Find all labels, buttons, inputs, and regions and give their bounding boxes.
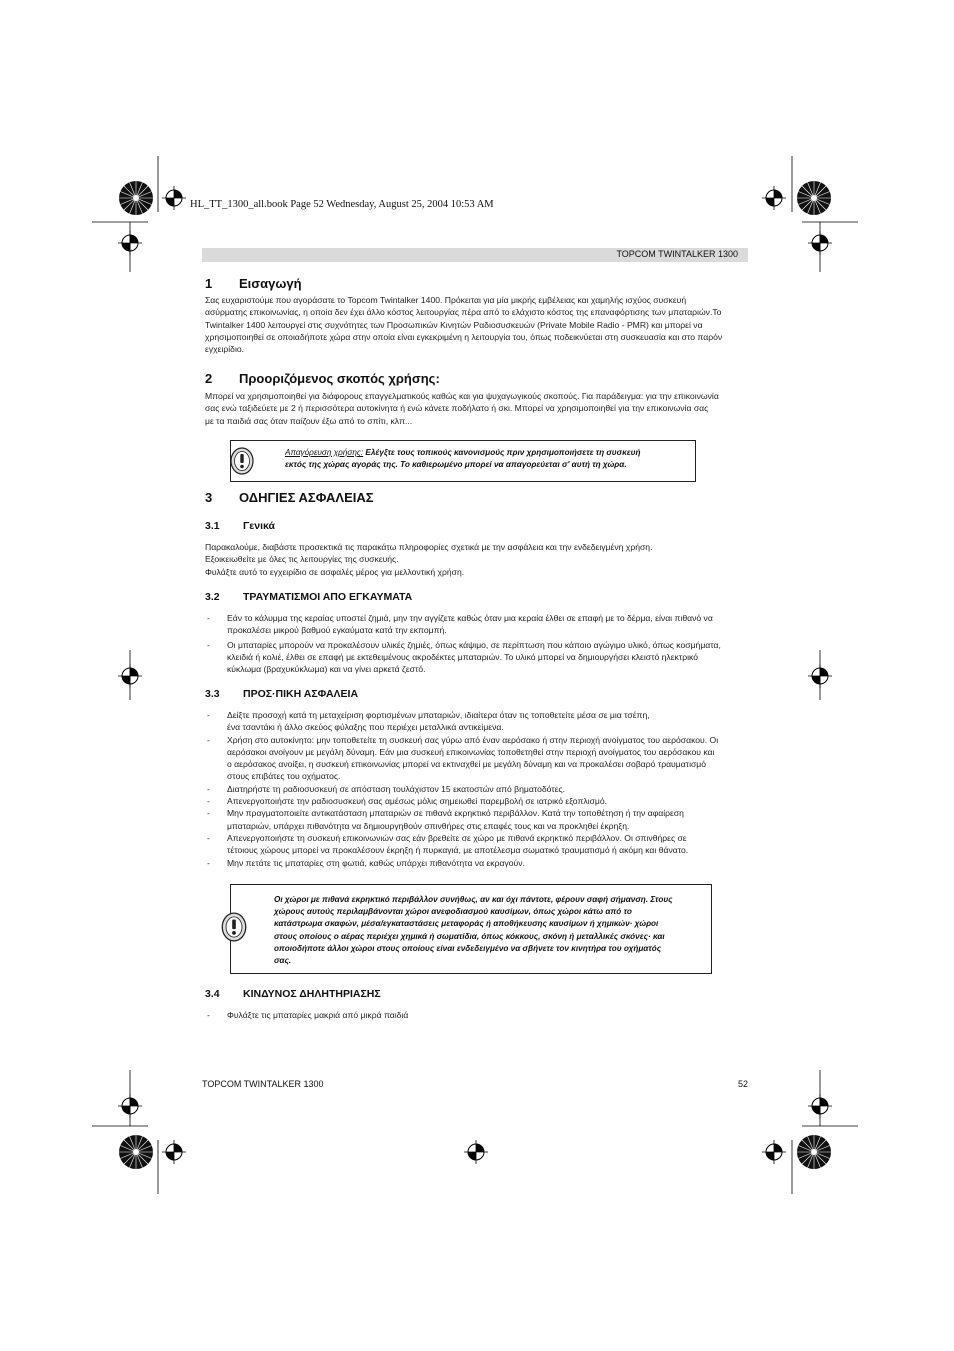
text-line: τέτοιους χώρους μπορεί να προκαλέσουν έκρηξη ή πυρκαγιά, με αποτέλεσμα σωματικό τραυματισμό ή ακόμη και θάνατο. [227, 845, 689, 856]
section-3-4-list [205, 1009, 765, 1021]
warning-text [274, 894, 704, 967]
text-line: ένα τσαντάκι ή άλλο σκεύος φύλαξης που περιέχει μεταλλικά αντικείμενα. [227, 722, 504, 733]
section-number: 3.4 [205, 988, 220, 1000]
text-line: - Χρήση στο αυτοκίνητο: μην τοποθετείτε τη συσκευή σας γύρω από έναν αερόσακο ή στην περιοχή ανοίγματος του αερόσακου. Οι [227, 734, 719, 745]
list-item [205, 1009, 765, 1021]
text-line: Μπορεί να χρησιμοποιηθεί για διάφορους επαγγελματικούς καθώς και για ψυχαγωγικούς σκοπούς. Για παράδειγμα: για την επικοινωνία [205, 391, 719, 401]
text-line: - Εάν το κάλυμμα της κεραίας υποστεί ζημιά, μην την αγγίζετε καθώς όταν μια κεραία έλθει σε επαφή με το δέρμα, είναι πιθανό να [227, 613, 713, 623]
section-3-3-list [205, 709, 765, 869]
page-number: 52 [738, 1079, 749, 1089]
warning-line-2: εκτός της χώρας αγοράς της. Το καθιερωμένο μπορεί να απαγορεύεται σ' αυτή τη χώρα. [285, 460, 627, 470]
section-1-body [205, 294, 765, 355]
warning-icon [219, 911, 249, 943]
section-1-heading [205, 276, 302, 291]
section-3-2-list [205, 612, 765, 675]
list-item [205, 783, 765, 795]
text-line: - Φυλάξτε τις μπαταρίες μακριά από μικρά παιδιά [227, 1010, 409, 1020]
warning-line: Οι χώροι με πιθανά εκρηκτικό περιβάλλον συνήθως, αν και όχι πάντοτε, φέρουν σαφή σήμανση. Στους [274, 895, 673, 904]
text-line: Φυλάξτε αυτό το εγχειρίδιο σε ασφαλές μέρος για μελλοντική χρήση. [205, 566, 465, 577]
list-item [205, 612, 765, 637]
text-line: αερόσακοι ανοίγουν με μεγάλη δύναμη. Εάν μια συσκευή επικοινωνίας τοποθετηθεί στην περιοχή ανοίγματος του αερόσακου και [227, 746, 715, 757]
list-item [205, 807, 765, 832]
text-line: στους επιβάτες του οχήματος. [227, 771, 341, 782]
text-line: μπαταριών, υπάρχει πιθανότητα να δημιουργηθούν σπινθήρες στις επαφές τους και να προκληθεί έκρηξη. [227, 820, 630, 831]
section-title: ΟΔΗΓΙΕΣ ΑΣΦΑΛΕΙΑΣ [239, 490, 374, 505]
section-3-1-heading [205, 520, 275, 532]
list-item [205, 795, 765, 807]
list-item [205, 639, 765, 676]
list-item [205, 857, 765, 869]
warning-line: σας. [274, 956, 292, 966]
text-line: - Απενεργοποιήστε τη συσκευή επικοινωνιών σας εάν βρεθείτε σε χώρο με πιθανά εκρηκτικό περιβάλλον. Οι σπινθήρες σε [227, 832, 687, 843]
warning-line: κατάστρωμα σκαφών, μέσα/εγκαταστάσεις μεταφοράς ή αποθήκευσης καυσίμων ή χημικών· χώροι [274, 919, 659, 929]
header-product: TOPCOM TWINTALKER 1300 [616, 249, 738, 259]
section-title: Γενικά [243, 520, 276, 532]
section-3-3-heading [205, 688, 358, 700]
section-title: ΤΡΑΥΜΑΤΙΣΜΟΙ ΑΠΟ ΕΓΚΑΥΜΑΤΑ [243, 591, 413, 603]
text-line: Σας ευχαριστούμε που αγοράσατε το Topcom Twintalker 1400. Πρόκειται για μία μικρής εμβέλειας και χαμηλής ισχύος συσκευή [205, 295, 687, 305]
section-number: 1 [205, 276, 213, 291]
text-line: κύκλωμα (βραχυκύκλωμα) και να γίνει αρκετά ζεστό. [227, 664, 426, 675]
text-line: χρησιμοποιηθεί σε οποιαδήποτε χώρα στην οποία είναι εγκεκριμένη η λειτουργία του, όπως ποδεικνύεται στη συσκευασία και στο παρόν [205, 331, 723, 342]
text-line: Εξοικειωθείτε με όλες τις λειτουργίες της συσκευής. [205, 554, 399, 565]
warning-line: χώρους αυτούς περιλαμβάνονται χώροι ανεφοδιασμού καυσίμων, όπως χώροι κάτω από το [274, 907, 632, 917]
text-line: κλειδιά ή κολιέ, έλθει σε επαφή με εκτεθειμένους ακροδέκτες μπαταριών. Το υλικό μπορεί να δημιουργήσει κλειστό ηλεκτρικό [227, 651, 699, 662]
warning-line: οποιοδήποτε άλλοι χώροι στους οποίους είναι ενδεδειγμένο να σβήνετε τον κινητήρα του οχήματός [274, 943, 662, 953]
section-number: 3.1 [205, 520, 220, 532]
warning-icon [229, 446, 255, 476]
section-3-4-heading [205, 988, 381, 1000]
warning-box-usage [230, 440, 696, 482]
warning-line [285, 447, 685, 459]
text-line: - Απενεργοποιήστε την ραδιοσυσκευή σας αμέσως μόλις σημειωθεί παρεμβολή σε ιατρικό εξοπλισμό. [227, 796, 608, 807]
warning-text [285, 447, 685, 471]
running-header [202, 248, 748, 262]
list-item [205, 734, 765, 783]
section-title: ΚΙΝΔΥΝΟΣ ΔΗΛΗΤΗΡΙΑΣΗΣ [243, 988, 381, 1000]
warning-label: Απαγόρευση χρήσης: [285, 448, 364, 457]
text-line: - Διατηρήστε τη ραδιοσυσκευή σε απόσταση τουλάχιστον 15 εκατοστών από βηματοδότες. [227, 783, 566, 794]
section-number: 2 [205, 371, 213, 386]
section-title: ΠΡΟΣ·ΠΙΚΗ ΑΣΦΑΛΕΙΑ [243, 688, 359, 700]
section-3-heading [205, 490, 374, 505]
text-line: Παρακαλούμε, διαβάστε προσεκτικά τις παρακάτω πληροφορίες σχετικά με την ασφάλεια και την ενδεδειγμένη χρήση. [205, 542, 653, 552]
text-line: - Οι μπαταρίες μπορούν να προκαλέσουν υλικές ζημιές, όπως κάψιμο, σε περίπτωση που κάποιο αγώγιμο υλικό, όπως κοσμήματα, [227, 639, 721, 650]
section-2-body [205, 390, 765, 427]
text-line: ασύρματης επικοινωνίας, η οποία δεν έχει άλλο κόστος λειτουργίας πέρα από το ελάχιστο κόστος της επαναφόρτισης των μπαταριών.Το [205, 307, 722, 318]
section-number: 3 [205, 490, 213, 505]
warning-box-explosive [230, 884, 712, 974]
section-title: Προοριζόμενος σκοπός χρήσης: [239, 371, 440, 386]
section-2-heading [205, 371, 440, 386]
section-number: 3.2 [205, 591, 220, 603]
text-line: ο αερόσακος ανοίξει, η συσκευή επικοινωνίας μπορεί να εκτιναχθεί με μεγάλη δύναμη και να προκαλέσει σοβαρό τραυματισμό [227, 759, 707, 770]
list-item [205, 709, 765, 734]
section-3-1-body [205, 541, 765, 578]
text-line: προκαλέσει μικρού βαθμού εγκαύματα κατά την εκπομπή. [227, 625, 447, 636]
section-number: 3.3 [205, 688, 220, 700]
text-line: σας ενώ ταξιδεύετε με 2 ή περισσότερα αυτοκίνητα ή ενώ κάνετε ποδήλατο ή σκι. Μπορεί να χρησιμοποιηθεί για την επικοινωνία σας [205, 403, 709, 414]
text-line: - Μην πετάτε τις μπαταρίες στη φωτιά, καθώς υπάρχει πιθανότητα να εκραγούν. [227, 857, 525, 868]
footer-product: TOPCOM TWINTALKER 1300 [202, 1079, 324, 1089]
warning-line-1: Ελέγξτε τους τοπικούς κανονισμούς πριν χρησιμοποιήσετε τη συσκευή [363, 448, 641, 457]
text-line: Twintalker 1400 λειτουργεί στις συχνότητες των Προσωπικών Κινητών Ραδιοσυσκευών (Private Mobile Radio - PMR) και μπορεί να [205, 319, 703, 330]
text-line: με τα παιδιά σας όταν παίζουν έξω από το σπίτι, κλπ... [205, 415, 413, 426]
section-3-2-heading [205, 591, 412, 603]
list-item [205, 832, 765, 857]
book-info-line: HL_TT_1300_all.book Page 52 Wednesday, August 25, 2004 10:53 AM [190, 199, 494, 210]
text-line: - Μην πραγματοποιείτε αντικατάσταση μπαταριών σε πιθανά εκρηκτικό περιβάλλον. Κατά την τοποθέτηση ή την αφαίρεση [227, 808, 684, 819]
section-title: Εισαγωγή [239, 276, 302, 291]
text-line: εγχειρίδιο. [205, 344, 245, 355]
text-line: - Δείξτε προσοχή κατά τη μεταχείριση φορτισμένων μπαταριών, ιδιαίτερα όταν τις τοποθετείτε μέσα σε μια τσέπη, [227, 710, 650, 720]
warning-line: στους οποίους ο αέρας περιέχει χημικά ή σωματίδια, όπως κόκκους, σκόνη ή μεταλλικές σκόνες· και [274, 931, 665, 941]
